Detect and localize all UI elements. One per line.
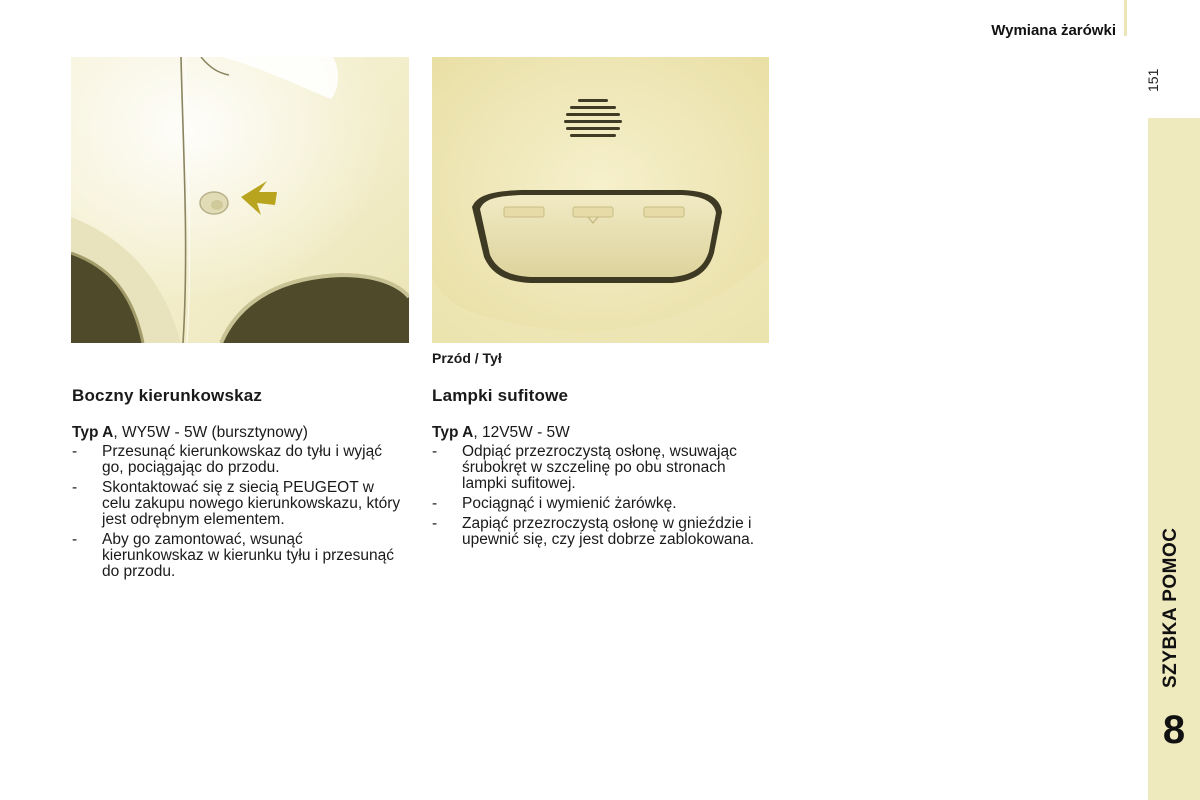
bulb-type-line [72, 424, 402, 442]
bullet-dash: - [72, 479, 78, 496]
step-text: Odpiąć przezroczystą osłonę, wsuwając śrubokręt w szczelinę po obu stronach lampki sufitowej. [462, 443, 737, 492]
list-item [72, 480, 402, 528]
chapter-number: 8 [1162, 708, 1186, 752]
step-text: Skontaktować się z siecią PEUGEOT w celu zakupu nowego kierunkowskazu, który jest odrębnym elementem. [102, 479, 401, 528]
list-item [72, 532, 402, 580]
list-item [432, 496, 762, 512]
bullet-dash: - [432, 443, 438, 460]
bulb-type-spec: , WY5W - 5W (bursztynowy) [113, 424, 308, 441]
step-text: Przesunąć kierunkowskaz do tyłu i wyjąć go, pociągając do przodu. [102, 443, 382, 476]
bulb-type-line [432, 424, 762, 442]
ceiling-lamp-section [432, 386, 762, 552]
ceiling-lamp-illustration [432, 57, 769, 343]
header-rule [1124, 0, 1127, 36]
bullet-dash: - [72, 443, 78, 460]
step-text: Zapiąć przezroczystą osłonę w gnieździe i upewnić się, czy jest dobrze zablokowana. [462, 515, 755, 548]
chapter-sidebar [1148, 118, 1200, 800]
bullet-dash: - [432, 495, 438, 512]
list-item [432, 516, 762, 548]
bulb-type-label: Typ A [432, 424, 474, 441]
lamp-bulb-icon [504, 207, 684, 217]
bulb-type-spec: , 12V5W - 5W [473, 424, 570, 441]
step-text: Pociągnąć i wymienić żarówkę. [462, 495, 677, 512]
page-number: 151 [1145, 68, 1161, 92]
bulb-type-label: Typ A [72, 424, 114, 441]
chapter-label-wrap [1148, 118, 1200, 698]
bullet-dash: - [432, 515, 438, 532]
step-text: Aby go zamontować, wsunąć kierunkowskaz w kierunku tyłu i przesunąć do przodu. [102, 531, 395, 580]
step-list [432, 444, 762, 548]
list-item [432, 444, 762, 492]
image-caption: Przód / Tył [432, 350, 502, 366]
bullet-dash: - [72, 531, 78, 548]
side-indicator-section [72, 386, 402, 584]
side-indicator-illustration [71, 57, 409, 343]
section-title: Boczny kierunkowskaz [72, 386, 263, 405]
chapter-section-label: SZYBKA POMOC [1160, 527, 1181, 688]
list-item [72, 444, 402, 476]
step-list [72, 444, 402, 580]
page-header-title: Wymiana żarówki [991, 22, 1116, 39]
section-title: Lampki sufitowe [432, 386, 569, 405]
